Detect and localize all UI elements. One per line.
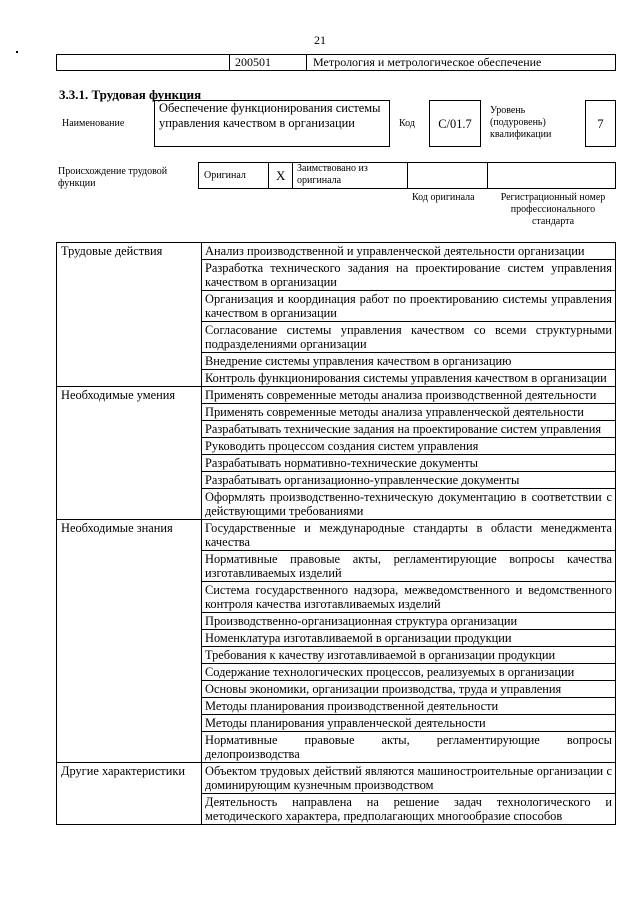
borrowed-label: Заимствовано из оригинала <box>297 163 368 186</box>
section-item: Применять современные методы анализа производственной деятельности <box>202 387 616 404</box>
competency-table <box>56 242 616 825</box>
section-item: Согласование системы управления качеством со всеми структурными подразделениями организации <box>202 322 616 353</box>
section-item: Номенклатура изготавливаемой в организации продукции <box>202 630 616 647</box>
function-name-value: Обеспечение функционирования системы управления качеством в организации <box>154 100 390 147</box>
section-label: Необходимые знания <box>57 520 202 763</box>
origin-grid <box>198 162 616 189</box>
table-row <box>57 243 616 260</box>
section-item: Организация и координация работ по проектированию системы управления качеством в организации <box>202 291 616 322</box>
section-label: Необходимые умения <box>57 387 202 520</box>
section-item: Разрабатывать организационно-управленческие документы <box>202 472 616 489</box>
section-item: Система государственного надзора, межведомственного и ведомственного контроля качества изготавливаемых изделий <box>202 582 616 613</box>
section-item: Разрабатывать нормативно-технические документы <box>202 455 616 472</box>
section-item: Объектом трудовых действий являются машиностроительные организации с доминирующим кузнечным производством <box>202 763 616 794</box>
section-item: Контроль функционирования системы управления качеством в организации <box>202 370 616 387</box>
table-row <box>57 763 616 794</box>
section-item: Внедрение системы управления качеством в организацию <box>202 353 616 370</box>
section-item: Основы экономики, организации производства, труда и управления <box>202 681 616 698</box>
section-item: Государственные и международные стандарты в области менеджмента качества <box>202 520 616 551</box>
section-label: Трудовые действия <box>57 243 202 387</box>
section-item: Оформлять производственно-техническую документацию в соответствии с действующими требованиями <box>202 489 616 520</box>
code-value: С/01.7 <box>429 100 481 147</box>
section-item: Применять современные методы анализа управленческой деятельности <box>202 404 616 421</box>
section-item: Методы планирования производственной деятельности <box>202 698 616 715</box>
level-label: Уровень (подуровень) квалификации <box>490 105 552 140</box>
section-item: Деятельность направлена на решение задач технологического и методического характера, предполагающих многообразие способов <box>202 794 616 825</box>
page-number: 21 <box>314 33 326 47</box>
section-item: Разработка технического задания на проектирование систем управления качеством в организации <box>202 260 616 291</box>
section-item: Методы планирования управленческой деятельности <box>202 715 616 732</box>
table-row <box>57 520 616 551</box>
section-item: Руководить процессом создания систем управления <box>202 438 616 455</box>
code-label: Код <box>399 118 415 129</box>
header-code: 200501 <box>229 55 307 70</box>
reg-number-label: Регистрационный номер профессионального стандарта <box>500 192 606 227</box>
section-item: Нормативные правовые акты, регламентирующие вопросы делопроизводства <box>202 732 616 763</box>
section-item: Анализ производственной и управленческой деятельности организации <box>202 243 616 260</box>
level-value: 7 <box>585 100 616 147</box>
header-code-row <box>56 54 616 71</box>
original-code-label: Код оригинала <box>412 192 475 203</box>
origin-label: Происхождение трудовой функции <box>58 166 168 189</box>
section-item: Производственно-организационная структура организации <box>202 613 616 630</box>
margin-mark <box>16 51 18 53</box>
section-title: 3.3.1. Трудовая функция <box>59 87 202 102</box>
section-label: Другие характеристики <box>57 763 202 825</box>
original-label: Оригинал <box>204 170 246 181</box>
section-item: Нормативные правовые акты, регламентирующие вопросы качества изготавливаемых изделий <box>202 551 616 582</box>
header-title: Метрология и метрологическое обеспечение <box>313 55 542 69</box>
table-row <box>57 387 616 404</box>
section-item: Требования к качеству изготавливаемой в организации продукции <box>202 647 616 664</box>
section-item: Содержание технологических процессов, реализуемых в организации <box>202 664 616 681</box>
section-item: Разрабатывать технические задания на проектирование систем управления <box>202 421 616 438</box>
original-mark: X <box>276 168 286 183</box>
name-label: Наименование <box>62 118 125 129</box>
